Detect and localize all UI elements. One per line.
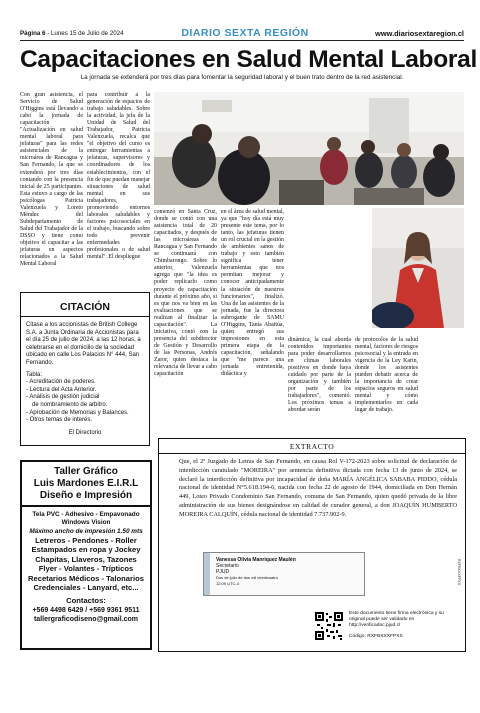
signer-org: PJUD (216, 569, 230, 575)
extracto-box (158, 438, 466, 652)
extracto-divider (159, 453, 465, 454)
citacion-body: Citase a los accionistas de British College S.A. a Junta Ordinaria de Accionistas para el día 25 de julio de 2024, a las 12 horas, a celebrarse en el domicilio de la sociedad ubicado en calle Los Palacios N° 444, San Fernando. (26, 322, 141, 366)
signer-name: Vanessa Olivia Manriquez Maulén (216, 557, 296, 563)
classroom-photo-image (154, 92, 464, 205)
ad-line: Credenciales - Lanyard, etc... (33, 583, 139, 592)
ad-line: Chapitas, Llaveros, Tazones (35, 554, 137, 564)
qr-code-image (314, 611, 344, 641)
page-date: - Lunes 15 de Julio de 2024 (47, 30, 124, 37)
extracto-title: EXTRACTO (289, 442, 335, 451)
ad-phones[interactable]: +569 4498 6429 / +569 9361 9511 (32, 606, 140, 614)
verification-code: Código: RXFBXXXFPXS (349, 634, 403, 639)
newspaper-name: DIARIO SEXTA REGIÓN (181, 27, 309, 39)
ad-line: Recetarios Médicos - Talonarios (28, 573, 144, 583)
citacion-items (21, 379, 149, 425)
article-col-5: dinámica, la cual aborda contenidos importantes para poder desarrollarnos en climas laborales positivos en donde haya cuidado por parte de la organización y también por parte de los trabajadores", comentó. Los próximos temas a abordar serán (288, 337, 351, 414)
signer-time: 12:09 UTC-4 (216, 581, 239, 586)
article-col-2: para contribuir a la generación de espacios de trabajo saludables. Sobre la actividad, la jefa de la Unidad de Salud del Trabajador, Patricia Valenzuela, recalca que "el objetivo del curso es entregar herramientas a jefaturas, supervisores y coordinadores de los establecimientos, con el fin de que puedan manejar situaciones de salud mental en sus trabajadores, promoviendo entornos laborales saludables y factores psicosociales en el trabajo, buscando sobre todo prevenir enfermedades profesionales o de salud mental". El despliegue (87, 92, 150, 261)
signature-block (203, 552, 365, 596)
article-subtitle: La jornada se extenderá por tres días para fomentar la seguridad laboral y el buen trato dentro de la red asistencial. (80, 74, 404, 81)
qr-code[interactable] (314, 611, 344, 641)
ad-line: Máximo ancho de impresión 1.50 mts (29, 527, 143, 535)
signer-note: Dos de julio de dos mil veinticuatro (216, 575, 278, 580)
ad-divider (22, 505, 150, 507)
ad-company: Luis Mardones E.I.R.L (33, 478, 139, 489)
signer-role: Secretario (216, 563, 239, 569)
page-header (20, 28, 464, 40)
article-col-3: comenzó en Santa Cruz, donde se contó con una asistencia total de 20 capacitados, y después de las microáreas de Rancagua y San Fernando se continuará con Chimbarongo. Sobre lo anterior, Valenzuela agrega que "la idea es poder replicarlo como proyecto de capacitación durante el próximo año, si es que nos va bien en las evaluaciones que se realizan al finalizar la capacitación". La iniciativa, contó con la presencia del subdirector de Gestión y Desarrollo de las Personas, Andrés Zaror, quien destaca la relevancia de llevar a cabo capacitación (154, 209, 217, 378)
page-number: Página 6 (20, 30, 46, 37)
extracto-body: Que, el 2º Juzgado de Letras de San Fernando, en causa Rol V-172-2023 sobre solicitud de declaración de interdicción caratulado "MOREIRA" por sentencia definitiva dictada con fecha 13 de junio de 2024, se declaró la interdicción definitiva por incapacidad de doña MARÍA ANGÉLICA SABABA PIDDO, cédula nacional de identidad N°5.618.194-6, nacida con fecha 22 de agosto de 1944, domiciliada en Don Hernán 449, Loteo Privado Condominio San Fernando, comuna de San Fernando, quien quedó privada de la libre administración de sus bienes designándose en calidad de curador general, a don JOAQUÍN HUMBERTO MOREIRA CALQUÍN, cédula nacional de identidad 7.737.902-9. (179, 458, 457, 518)
citacion-sign: El Directorio (68, 429, 102, 436)
citacion-tabla-label: Tabla: (26, 371, 43, 378)
newspaper-url[interactable]: www.diariosextaregion.cl (375, 29, 464, 38)
verification-text: Este documento tiene firma electrónica y su original puede ser validado en http://verificadoc.pjud.cl (349, 611, 444, 628)
ad-title: Taller Gráfico (54, 466, 118, 477)
speaker-photo-image (372, 208, 464, 328)
citacion-item: - Acreditación de poderes. (26, 379, 96, 386)
ad-line: Flyer - Volantes - Trípticos (38, 564, 134, 573)
ad-tagline: Diseño e Impresión (39, 490, 133, 501)
citacion-item: de nombramiento de arbitro. (32, 401, 108, 408)
signature-stripe (204, 553, 210, 595)
ad-line: Estampados en ropa y Jockey (31, 545, 141, 554)
citacion-item: - Otros temas de interés. (26, 417, 93, 424)
citacion-title: CITACIÓN (60, 301, 110, 313)
citacion-item: - Análisis de gestión judicial (26, 394, 100, 401)
article-photo-speaker (372, 208, 464, 328)
citacion-item: - Aprobación de Memorias y Balances. (26, 409, 129, 416)
article-col-1: Con gran asistencia, el Servicio de Salud O'Higgins está llevando a cabo la jornada de capacitación "Actualización en salud mental laboral para jefaturas" para las redes asistenciales de la microárea de Rancagua y San Fernando, la que se extenderá por tres días contando con la presencia inicial de 25 participantes. Esta estuvo a cargo de las psicólogas Patricia Valenzuela y Loreto Méndez del Subdepartamento de Salud del Trabajador de la DSSO y tiene como objetivo el capacitar a las jefaturas en aspectos relacionados a la Salud Mental Laboral (20, 92, 83, 268)
ad-email[interactable]: tallergraficodiseno@gmail.com (33, 615, 139, 623)
ad-line: Windows Vision (61, 518, 111, 526)
side-verification-code: RXFBXXXFPXS (457, 559, 461, 586)
citacion-box (20, 292, 150, 446)
taller-grafico-ad (20, 460, 152, 650)
article-col-6: de protocolos de la salud mental, factores de riesgos psicosocial y la entrada en vigencia de la Ley Karin, donde los asistentes pueden debatir acerca de la importancia de crear espacios seguros en salud mental y cómo implementarlos en cada lugar de trabajo. (355, 337, 418, 414)
ad-contacts-label: Contactos: (66, 595, 106, 605)
header-rule (20, 40, 464, 41)
ad-line: Letreros - Pendones - Roller (35, 535, 137, 545)
citacion-divider (21, 316, 149, 317)
article-col-4: en el área de salud mental, ya que "hoy día está muy presente este tema, por lo tanto, las jefaturas tienen un rol crucial en la gestión de ambientes sanos de trabajo y esto también significa tener herramientas que nos permitan mejorar y conocer anticipadamente la situación de nuestros funcionarios", finalizó. Una de las asistentes de la jornada, fue la directora subrogante de SAMU O'Higgins, Tania Abaitúa, quien entregó sus impresiones en esta primera etapa de la capacitación, señalando que "me parece una jornada entretenida, didáctica y (221, 209, 284, 378)
article-photo-classroom (154, 92, 464, 205)
ad-line: Tela PVC - Adhesivo - Empavonado (32, 510, 140, 518)
article-title: Capacitaciones en Salud Mental Laboral (20, 46, 477, 73)
citacion-item: - Lectura del Acta Anterior. (26, 386, 97, 393)
